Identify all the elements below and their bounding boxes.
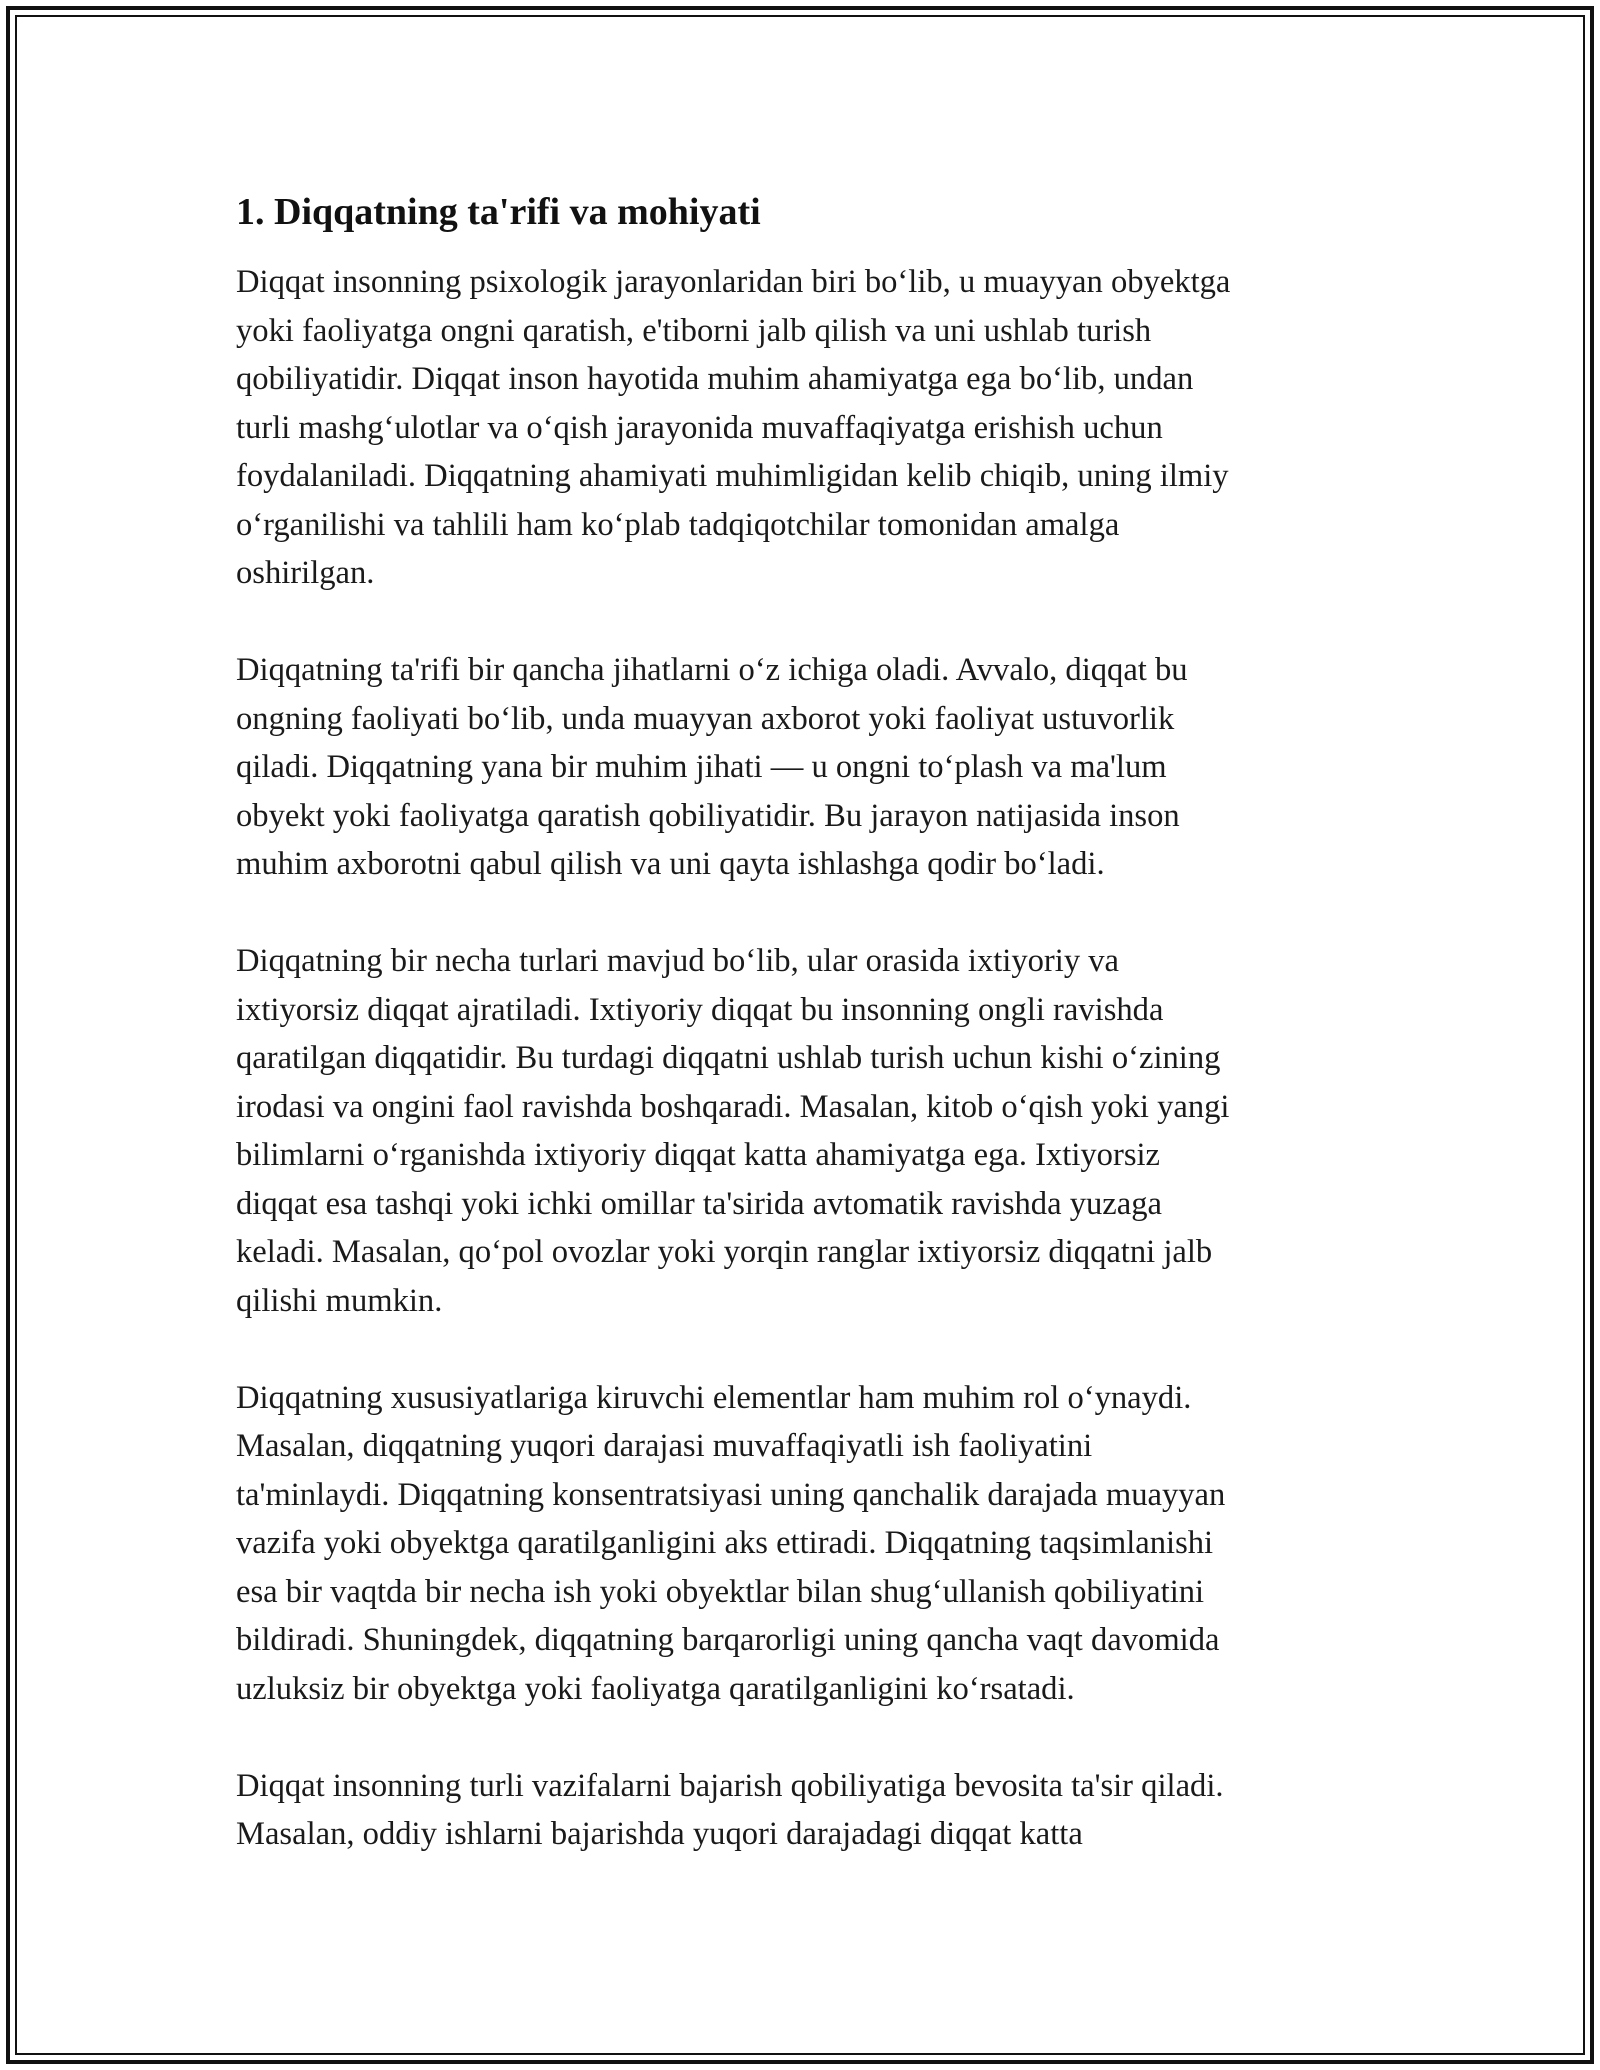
- paragraph-line: turli mashg‘ulotlar va o‘qish jarayonida muvaffaqiyatga erishish uchun: [236, 409, 1163, 446]
- paragraph-line: ixtiyorsiz diqqat ajratiladi. Ixtiyoriy diqqat bu insonning ongli ravishda: [236, 991, 1164, 1028]
- paragraph-line: Masalan, diqqatning yuqori darajasi muvaffaqiyatli ish faoliyatini: [236, 1428, 1093, 1464]
- section-heading: 1. Diqqatning ta'rifi va mohiyati: [236, 191, 761, 233]
- paragraph-1: [236, 258, 1366, 598]
- paragraph-line: muhim axborotni qabul qilish va uni qayta ishlashga qodir bo‘ladi.: [236, 846, 1105, 882]
- paragraph-line: bildiradi. Shuningdek, diqqatning barqarorligi uning qancha vaqt davomida: [236, 1622, 1220, 1658]
- paragraph-line: Diqqatning bir necha turlari mavjud bo‘lib, ular orasida ixtiyoriy va: [236, 943, 1119, 979]
- paragraph-line: ta'minlaydi. Diqqatning konsentratsiyasi uning qanchalik darajada muayyan: [236, 1476, 1226, 1513]
- paragraph-line: bilimlarni o‘rganishda ixtiyoriy diqqat katta ahamiyatga ega. Ixtiyorsiz: [236, 1137, 1161, 1173]
- paragraph-line: esa bir vaqtda bir necha ish yoki obyektlar bilan shug‘ullanish qobiliyatini: [236, 1573, 1205, 1610]
- paragraph-2: [236, 646, 1366, 889]
- paragraph-line: Diqqatning xususiyatlariga kiruvchi elementlar ham muhim rol o‘ynaydi.: [236, 1379, 1192, 1416]
- paragraph-4: [236, 1374, 1366, 1714]
- paragraph-line: Diqqatning ta'rifi bir qancha jihatlarni o‘z ichiga oladi. Avvalo, diqqat bu: [236, 652, 1188, 688]
- paragraph-line: Masalan, oddiy ishlarni bajarishda yuqori darajadagi diqqat katta: [236, 1816, 1083, 1852]
- paragraph-line: ongning faoliyati bo‘lib, unda muayyan axborot yoki faoliyat ustuvorlik: [236, 700, 1175, 737]
- paragraph-line: qilishi mumkin.: [236, 1282, 443, 1319]
- paragraph-line: Diqqat insonning turli vazifalarni bajarish qobiliyatiga bevosita ta'sir qiladi.: [236, 1767, 1224, 1804]
- paragraph-line: Diqqat insonning psixologik jarayonlaridan biri bo‘lib, u muayyan obyektga: [236, 264, 1231, 300]
- paragraph-line: irodasi va ongini faol ravishda boshqaradi. Masalan, kitob o‘qish yoki yangi: [236, 1088, 1230, 1125]
- paragraph-line: qaratilgan diqqatidir. Bu turdagi diqqatni ushlab turish uchun kishi o‘zining: [236, 1040, 1221, 1076]
- paragraph-5: [236, 1762, 1366, 1859]
- paragraph-line: vazifa yoki obyektga qaratilganligini aks ettiradi. Diqqatning taqsimlanishi: [236, 1525, 1214, 1561]
- paragraph-line: foydalaniladi. Diqqatning ahamiyati muhimligidan kelib chiqib, uning ilmiy: [236, 458, 1229, 494]
- paragraph-line: oshirilgan.: [236, 555, 375, 591]
- document-body: [236, 188, 1366, 1907]
- paragraph-line: obyekt yoki faoliyatga qaratish qobiliyatidir. Bu jarayon natijasida inson: [236, 797, 1180, 834]
- paragraph-line: qobiliyatidir. Diqqat inson hayotida muhim ahamiyatga ega bo‘lib, undan: [236, 361, 1194, 397]
- paragraph-line: diqqat esa tashqi yoki ichki omillar ta'sirida avtomatik ravishda yuzaga: [236, 1185, 1162, 1222]
- paragraph-line: qiladi. Diqqatning yana bir muhim jihati — u ongni to‘plash va ma'lum: [236, 749, 1167, 785]
- paragraph-line: yoki faoliyatga ongni qaratish, e'tiborni jalb qilish va uni ushlab turish: [236, 312, 1152, 349]
- paragraph-line: keladi. Masalan, qo‘pol ovozlar yoki yorqin ranglar ixtiyorsiz diqqatni jalb: [236, 1234, 1213, 1270]
- paragraph-3: [236, 937, 1366, 1325]
- paragraph-line: uzluksiz bir obyektga yoki faoliyatga qaratilganligini ko‘rsatadi.: [236, 1670, 1075, 1707]
- paragraph-line: o‘rganilishi va tahlili ham ko‘plab tadqiqotchilar tomonidan amalga: [236, 506, 1120, 543]
